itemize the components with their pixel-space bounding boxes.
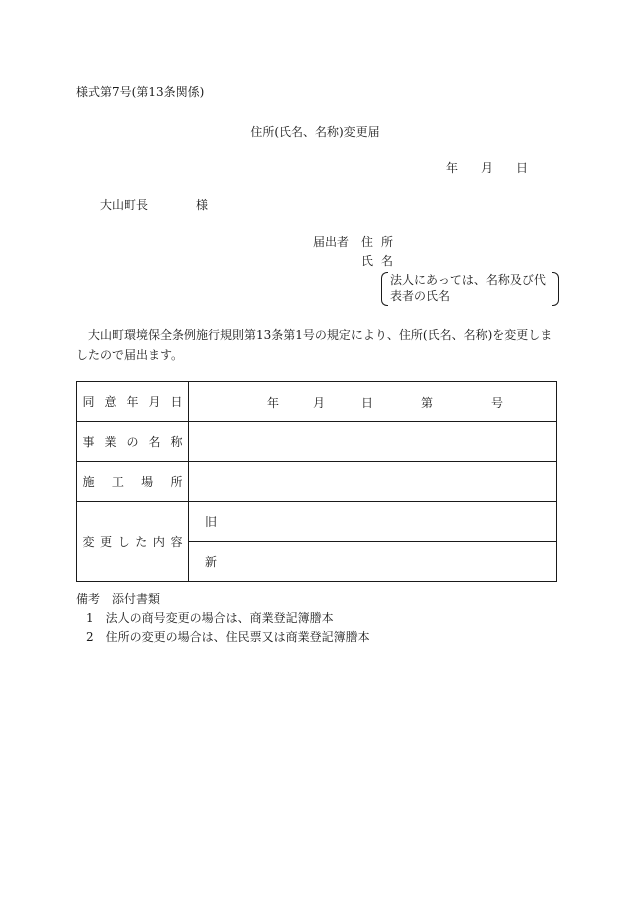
remark-item: 1 法人の商号変更の場合は、商業登記簿謄本 bbox=[86, 611, 334, 625]
consent-date-cell[interactable] bbox=[189, 382, 557, 422]
consent-date-label: 同意年月日 bbox=[82, 395, 183, 409]
notifier-label: 届出者 bbox=[313, 235, 350, 249]
remark-item: 2 住所の変更の場合は、住民票又は商業登記簿謄本 bbox=[86, 630, 370, 644]
consent-dai: 第 bbox=[421, 396, 434, 410]
construction-site-label-cell bbox=[77, 462, 189, 502]
info-table bbox=[76, 381, 557, 582]
address-label: 住所 bbox=[361, 235, 402, 249]
consent-day: 日 bbox=[361, 396, 374, 410]
body-text: 大山町環境保全条例施行規則第13条第1号の規定により、住所(氏名、名称)を変更しましたので届出ます。 bbox=[76, 328, 553, 362]
consent-year: 年 bbox=[267, 396, 280, 410]
table-row-changes-old bbox=[77, 502, 557, 542]
business-name-cell[interactable] bbox=[189, 422, 557, 462]
consent-date-label-cell bbox=[77, 382, 189, 422]
remarks-heading: 備考 添付書類 bbox=[76, 592, 161, 606]
date-day-label: 日 bbox=[516, 161, 529, 175]
date-month-label: 月 bbox=[481, 161, 494, 175]
form-number: 様式第7号(第13条関係) bbox=[76, 85, 205, 99]
addressee-suffix: 様 bbox=[196, 198, 209, 212]
left-bracket bbox=[381, 272, 388, 306]
document-title: 住所(氏名、名称)変更届 bbox=[250, 125, 380, 139]
business-name-label-cell bbox=[77, 422, 189, 462]
addressee-name: 大山町長 bbox=[100, 198, 149, 212]
corporate-note-text: 法人にあっては、名称及び代表者の氏名 bbox=[390, 273, 546, 303]
table-row-construction-site bbox=[77, 462, 557, 502]
changes-label-cell bbox=[77, 502, 189, 582]
old-label: 旧 bbox=[205, 515, 218, 529]
corporate-note bbox=[381, 272, 559, 306]
table-row-consent-date bbox=[77, 382, 557, 422]
business-name-label: 事業の名称 bbox=[82, 435, 183, 449]
new-label: 新 bbox=[205, 555, 218, 569]
consent-month: 月 bbox=[313, 396, 326, 410]
name-label: 氏名 bbox=[361, 254, 402, 268]
date-year-label: 年 bbox=[446, 161, 459, 175]
right-bracket bbox=[552, 272, 559, 306]
consent-go: 号 bbox=[491, 396, 504, 410]
construction-site-label: 施工場所 bbox=[82, 475, 183, 489]
changes-label: 変更した内容 bbox=[82, 535, 183, 549]
construction-site-cell[interactable] bbox=[189, 462, 557, 502]
old-content-cell[interactable] bbox=[189, 502, 557, 542]
new-content-cell[interactable] bbox=[189, 542, 557, 582]
table-row-business-name bbox=[77, 422, 557, 462]
